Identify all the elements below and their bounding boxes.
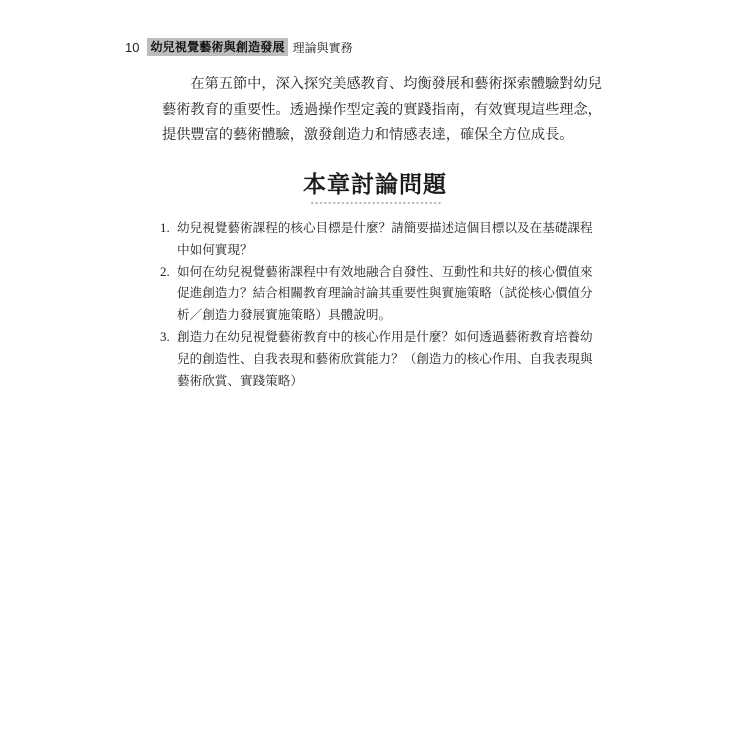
book-title-badge: 幼兒視覺藝術與創造發展: [147, 38, 287, 56]
question-text: 創造力在幼兒視覺藝術教育中的核心作用是什麼？如何透過藝術教育培養幼兒的創造性、自我表現和藝術欣賞能力？（創造力的核心作用、自我表現與藝術欣賞、實踐策略）: [177, 328, 593, 388]
section-heading: [0, 170, 750, 200]
book-subtitle: 理論與實務: [292, 40, 353, 55]
question-text: 如何在幼兒視覺藝術課程中有效地融合自發性、互動性和共好的核心價值來促進創造力？結合相關教育理論討論其重要性與實施策略（試從核心價值分析／創造力發展實施策略）具體說明。: [177, 263, 593, 323]
discussion-question-3: [160, 326, 600, 391]
question-number: 3.: [160, 328, 170, 344]
question-number: 2.: [160, 263, 170, 279]
page-number: 10: [125, 39, 140, 55]
discussion-questions-list: [160, 217, 600, 391]
question-text: 幼兒視覺藝術課程的核心目標是什麼？請簡要描述這個目標以及在基礎課程中如何實現？: [177, 220, 593, 257]
discussion-question-1: [160, 217, 600, 261]
heading-dotted-underline: [310, 201, 442, 205]
section-heading-text: 本章討論問題: [303, 171, 447, 198]
running-head: [125, 37, 353, 57]
discussion-question-2: [160, 261, 600, 326]
intro-paragraph: 在第五節中，深入探究美感教育、均衡發展和藝術探索體驗對幼兒藝術教育的重要性。透過操作型定義的實踐指南，有效實現這些理念，提供豐富的藝術體驗，激發創造力和情感表達，確保全方位成長。: [162, 76, 602, 143]
question-number: 1.: [160, 220, 170, 235]
